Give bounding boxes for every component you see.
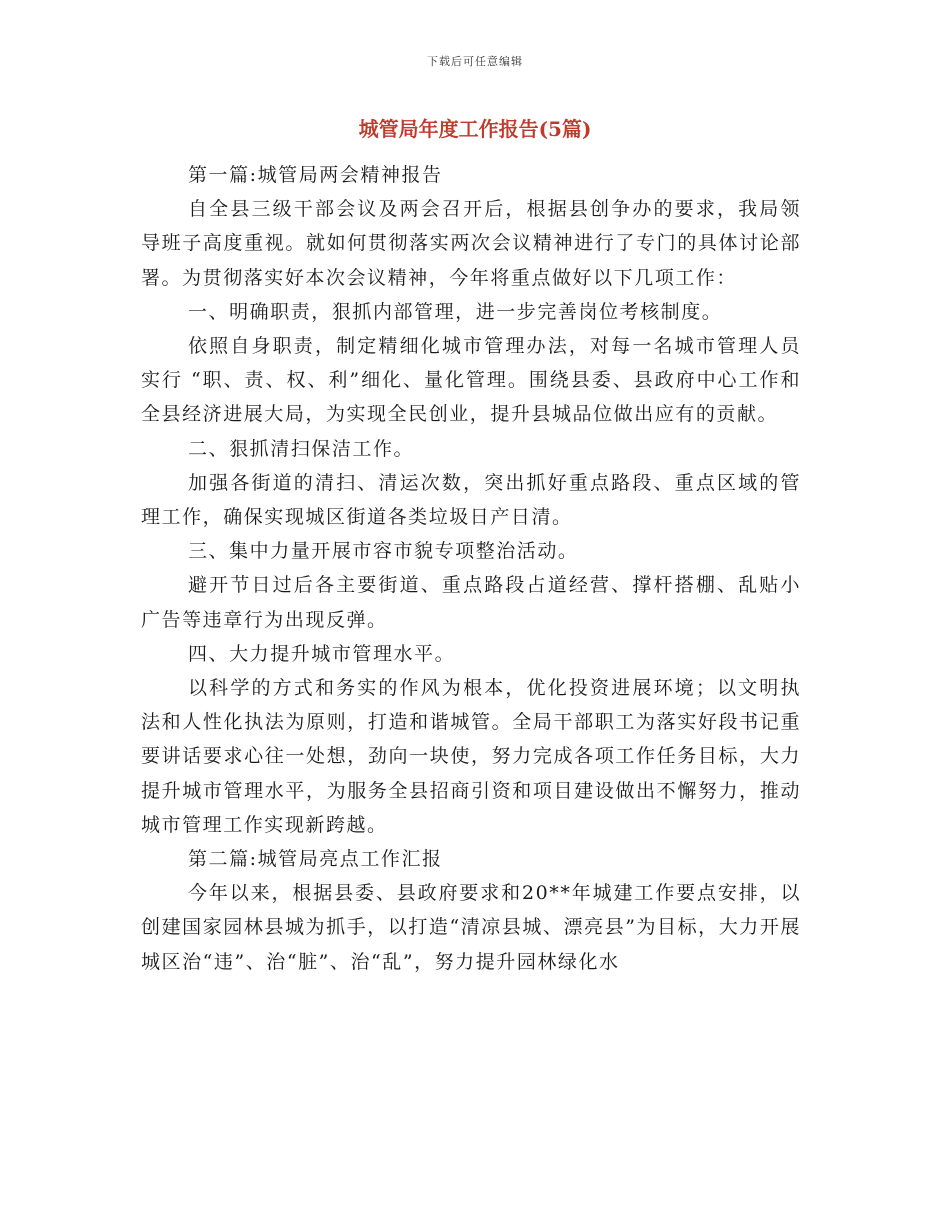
document-body [141,158,801,979]
subheading: 三、集中力量开展市容市貌专项整治活动。 [188,540,579,563]
paragraph: 以科学的方式和务实的作风为根本，优化投资进展环境；以文明执法和人性化执法为原则，打造和谐城管。全局干部职工为落实好段书记重要讲话要求心往一处想，劲向一块使，努力完成各项工作任务目标，大力提升城市管理水平，为服务全县招商引资和项目建设做出不懈努力，推动城市管理工作实现新跨越。 [141,677,801,836]
subheading: 一、明确职责，狠抓内部管理，进一步完善岗位考核制度。 [188,300,723,323]
paragraph: 依照自身职责，制定精细化城市管理办法，对每一名城市管理人员实行 “职、责、权、利”细化、量化管理。围绕县委、县政府中心工作和全县经济进展大局，为实现全民创业，提升县城品位做出应有的贡献。 [141,335,801,426]
paragraph: 加强各街道的清扫、清运次数，突出抓好重点路段、重点区域的管理工作，确保实现城区街道各类垃圾日产日清。 [141,471,801,529]
paragraph: 自全县三级干部会议及两会召开后，根据县创争办的要求，我局领导班子高度重视。就如何贯彻落实两次会议精神进行了专门的具体讨论部署。为贯彻落实好本次会议精神，今年将重点做好以下几项工作： [141,198,801,289]
paragraph: 今年以来，根据县委、县政府要求和20**年城建工作要点安排，以创建国家园林县城为抓手，以打造“清凉县城、漂亮县”为目标，大力开展城区治“违”、治“脏”、治“乱”，努力提升园林绿化水 [141,882,801,973]
paragraph: 避开节日过后各主要街道、重点路段占道经营、撑杆搭棚、乱贴小广告等违章行为出现反弹。 [141,574,801,631]
section-heading-2: 第二篇:城管局亮点工作汇报 [188,848,443,871]
page-header-note: 下载后可任意编辑 [427,55,523,68]
document-title: 城管局年度工作报告(5篇) [358,117,592,141]
section-heading-1: 第一篇:城管局两会精神报告 [188,164,443,186]
subheading: 四、大力提升城市管理水平。 [188,642,456,665]
subheading: 二、狠抓清扫保洁工作。 [188,437,415,460]
